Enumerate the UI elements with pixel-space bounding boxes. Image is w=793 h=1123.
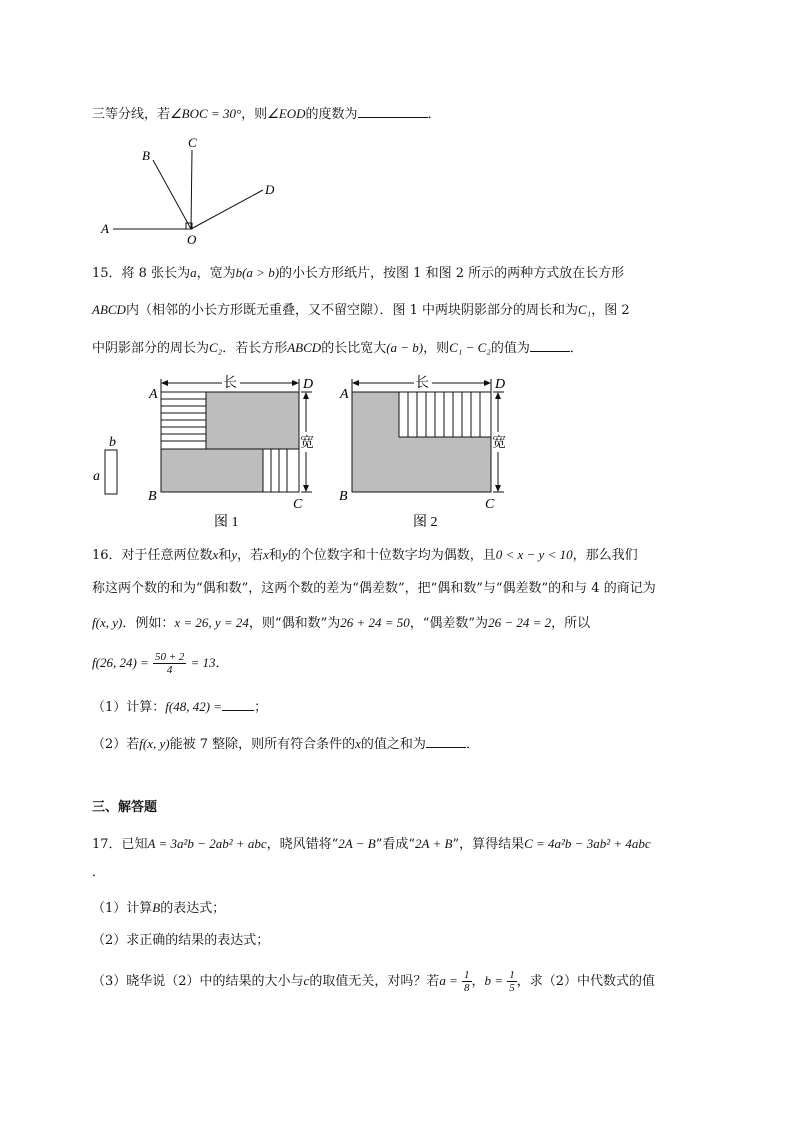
q16-t2: 和 <box>218 548 232 563</box>
q15-abcd: ABCD <box>92 302 126 317</box>
q17-p2: （2）求正确的结果的表达式； <box>92 933 270 948</box>
fig1-label-d: D <box>303 377 314 392</box>
fig2-wide-label: 宽 <box>492 436 506 451</box>
q15-l3-t2: ．若长方形 <box>222 341 288 356</box>
fig2-label-a: A <box>340 387 349 402</box>
figure-2 <box>339 375 506 530</box>
q14-prefix: 三等分线，若 <box>92 107 171 122</box>
q17-sep: ， <box>471 974 485 989</box>
q15-l3-t3: 的长比宽大 <box>321 341 387 356</box>
label-o: O <box>187 232 197 247</box>
q15-l3-abcd: ABCD <box>287 340 322 355</box>
q16-l3-t2: ，则“偶和数”为 <box>248 616 341 631</box>
ray-oc <box>191 150 192 229</box>
q15-l3-t5: 的值为 <box>490 341 530 356</box>
q17-t1: 17．已知 <box>92 837 148 852</box>
q17-p3-c: c <box>303 973 310 988</box>
q15-c2: C₂ <box>209 340 223 355</box>
q17-b-den: 5 <box>509 982 515 994</box>
q17-p1-t1: （1）计算 <box>92 901 153 916</box>
q16-t3: ，若 <box>237 548 264 563</box>
q17-p1-b: B <box>152 900 161 915</box>
q15-var-a: a <box>190 265 197 280</box>
q14-text <box>92 104 441 124</box>
q15-line2-end: ，图 2 <box>591 303 630 318</box>
fig1-long-label: 长 <box>223 376 237 391</box>
q16-l3-t1: ．例如： <box>122 616 175 631</box>
q15-c1: C₁ <box>578 302 592 317</box>
q16-part2-blank[interactable] <box>426 734 466 748</box>
fig1-wide-label: 宽 <box>300 436 314 451</box>
q15-line2-text: 内（相邻的小长方形既无重叠，又不留空隙）．图 1 中两块阴影部分的周长和为 <box>125 303 578 318</box>
q14-answer-blank[interactable] <box>358 104 428 118</box>
fig1-caption: 图 1 <box>214 515 239 530</box>
q17-line1 <box>92 835 651 854</box>
q16-p2-fxy: f(x, y) <box>139 736 170 751</box>
label-d: D <box>265 182 275 197</box>
q17-dot: ． <box>92 865 106 880</box>
q16-t5: 的个位数字和十位数字均为偶数，且 <box>287 548 496 563</box>
q16-f2624: f(26, 24) = <box>92 655 149 670</box>
section-title: 三、解答题 <box>92 800 158 815</box>
q15-diff: (a − b) <box>386 340 424 355</box>
fig2-unshaded <box>399 392 491 437</box>
q15-expr: C₁ − C₂ <box>449 340 491 355</box>
q16-p1-end: ； <box>254 700 268 715</box>
q17-t2: ，晓风错将“ <box>266 837 339 852</box>
q16-p2-t2: 能被 7 整除，则所有符合条件的 <box>169 737 356 752</box>
q16-frac-den: 4 <box>166 664 173 676</box>
q17-p3 <box>92 966 655 997</box>
q17-t4: ”，算得结果 <box>452 837 525 852</box>
q15-var-b: b <box>235 265 243 280</box>
q16-part1-blank[interactable] <box>222 697 254 711</box>
small-label-a: a <box>93 469 100 484</box>
q17-a-expr: A = 3a²b − 2ab² + abc <box>147 836 267 851</box>
label-c: C <box>188 135 197 150</box>
q16-part2 <box>92 734 479 754</box>
label-b: B <box>142 148 150 163</box>
q16-line3 <box>92 614 590 633</box>
q16-fxy: f(x, y) <box>92 615 123 630</box>
q16-l4-end: ． <box>215 656 229 671</box>
q16-y: y <box>231 547 238 562</box>
q17-right: 2A + B <box>415 836 453 851</box>
q16-t1: 16．对于任意两位数 <box>92 548 213 563</box>
fig2-caption: 图 2 <box>413 515 438 530</box>
q14-angle-eod: ∠EOD <box>267 106 306 121</box>
ray-od <box>191 190 263 229</box>
q16-result: = 13 <box>190 655 216 670</box>
q17-a-num: 1 <box>464 969 470 981</box>
small-rectangle <box>105 450 117 494</box>
q16-p1-t1: （1）计算： <box>92 700 166 715</box>
q14-angle-boc: ∠BOC = 30° <box>170 106 242 121</box>
q16-sum: 26 + 24 = 50 <box>340 615 410 630</box>
q16-fraction <box>153 651 186 676</box>
fig2-label-d: D <box>495 377 506 392</box>
q16-part1 <box>92 697 267 717</box>
q15-line1 <box>92 264 624 283</box>
q16-example: x = 26, y = 24 <box>174 615 249 630</box>
q16-line4 <box>92 650 229 677</box>
fig1-label-c: C <box>293 497 303 512</box>
fig2-label-c: C <box>485 497 495 512</box>
q15-line3 <box>92 338 583 358</box>
fig2-long-label: 长 <box>415 376 429 391</box>
q15-l3-end: ． <box>569 341 583 356</box>
q16-frac-num: 50 + 2 <box>154 651 185 663</box>
q16-line1 <box>92 546 638 565</box>
q16-line2: 称这两个数的和为“偶和数”，这两个数的差为“偶差数”，把“偶和数”与“偶差数”的和与 4 的商记为 <box>92 581 656 596</box>
fig1-label-b: B <box>148 489 157 504</box>
q17-p1-t2: 的表达式； <box>160 901 226 916</box>
q17-t3: ”看成“ <box>375 837 416 852</box>
q15-answer-blank[interactable] <box>530 338 570 352</box>
q17-b-fraction <box>507 969 517 994</box>
q14-angle-figure <box>95 132 295 250</box>
q14-suffix: 的度数为 <box>305 107 358 122</box>
q14-end: ． <box>427 107 441 122</box>
q16-l3-t4: ，所以 <box>551 616 591 631</box>
q16-p2-t3: 的值之和为 <box>360 737 426 752</box>
q16-t4: 和 <box>268 548 282 563</box>
q16-y2: y <box>281 547 288 562</box>
fig2-label-b: B <box>339 489 348 504</box>
q17-a-eq: a = <box>439 973 458 988</box>
q17-p3-t3: ，求（2）中代数式的值 <box>516 974 655 989</box>
q15-l3-t1: 中阴影部分的周长为 <box>92 341 210 356</box>
q15-t2: 的小长方形纸片，按图 1 和图 2 所示的两种方式放在长方形 <box>279 266 625 281</box>
q17-p1 <box>92 899 225 918</box>
ray-ob <box>153 160 191 229</box>
q16-x2: x <box>263 547 269 562</box>
q17-a-fraction <box>462 969 472 994</box>
q15-line2 <box>92 301 630 320</box>
q16-ineq: 0 < x − y < 10 <box>495 547 573 562</box>
q17-c-expr: C = 4a²b − 3ab² + 4abc <box>524 836 651 851</box>
q15-num: 15．将 8 张长为 <box>92 266 191 281</box>
small-label-b: b <box>109 435 116 450</box>
fig1-label-a: A <box>149 387 158 402</box>
q17-p3-t1: （3）晓华说（2）中的结果的大小与 <box>92 974 304 989</box>
q17-a-den: 8 <box>464 982 470 994</box>
q15-paren: (a > b) <box>242 265 280 280</box>
q15-t1: ，宽为 <box>196 266 236 281</box>
q17-p3-t2: 的取值无关，对吗？若 <box>309 974 440 989</box>
label-a: A <box>101 221 109 236</box>
q16-x: x <box>212 547 219 562</box>
q15-l3-t4: ，则 <box>423 341 450 356</box>
q16-t6: ，那么我们 <box>572 548 638 563</box>
q16-f4842: f(48, 42) = <box>165 699 223 714</box>
q16-dif: 26 − 24 = 2 <box>488 615 552 630</box>
q16-p2-x: x <box>355 736 361 751</box>
figure-1 <box>148 375 314 530</box>
q15-figures <box>88 370 528 535</box>
fig1-shade-top <box>206 392 299 449</box>
q17-b-eq: b = <box>484 973 504 988</box>
fig1-shade-bottom <box>161 449 263 492</box>
q17-wrong: 2A − B <box>338 836 376 851</box>
q14-mid: ，则 <box>241 107 268 122</box>
q16-p2-t1: （2）若 <box>92 737 140 752</box>
q17-b-num: 1 <box>509 969 515 981</box>
q16-l3-t3: ，“偶差数”为 <box>409 616 489 631</box>
q16-p2-end: ． <box>465 737 479 752</box>
